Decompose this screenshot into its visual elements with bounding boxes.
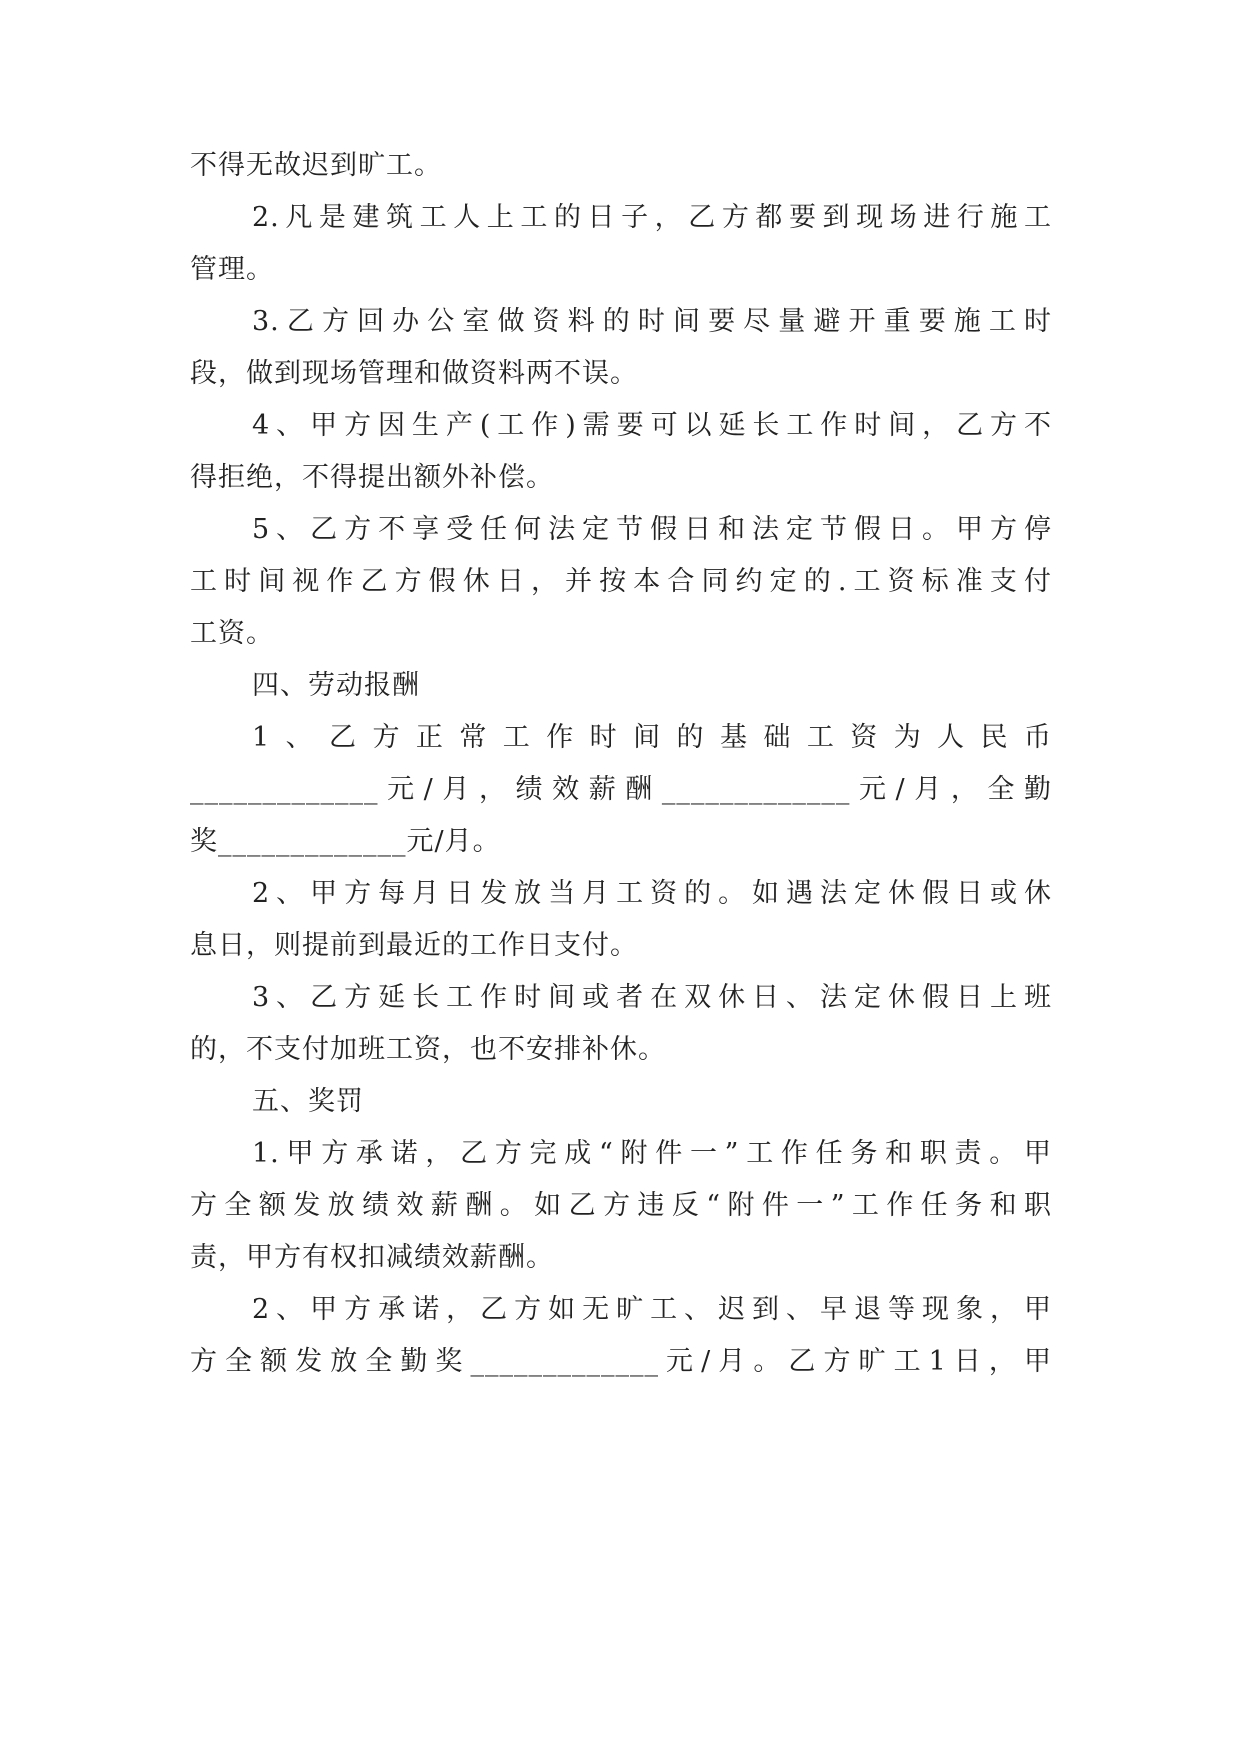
section-heading — [190, 660, 1052, 712]
text-line: 3.乙方回办公室做资料的时间要尽量避开重要施工时 — [252, 306, 1052, 337]
clause-paragraph — [190, 140, 1052, 192]
text-line: 2.凡是建筑工人上工的日子，乙方都要到现场进行施工 — [252, 202, 1052, 233]
text-line: 4、甲方因生产(工作)需要可以延长工作时间，乙方不 — [252, 410, 1052, 441]
text-line: 得拒绝，不得提出额外补偿。 — [190, 462, 554, 493]
text-line: 3、乙方延长工作时间或者在双休日、法定休假日上班 — [252, 982, 1052, 1013]
clause-paragraph — [190, 868, 1052, 972]
clause-paragraph — [190, 712, 1052, 868]
text-line: 2、甲方承诺，乙方如无旷工、迟到、早退等现象，甲 — [252, 1294, 1052, 1325]
text-line: 奖_____________元/月。 — [190, 826, 501, 857]
text-line: 责，甲方有权扣减绩效薪酬。 — [190, 1242, 554, 1273]
clause-paragraph — [190, 972, 1052, 1076]
text-line: 工资。 — [190, 618, 274, 649]
text-line: 五、奖罚 — [252, 1086, 364, 1117]
document-body — [190, 140, 1052, 1388]
text-line: 的，不支付加班工资，也不安排补休。 — [190, 1034, 666, 1065]
section-heading — [190, 1076, 1052, 1128]
text-line: 1、乙方正常工作时间的基础工资为人民币 — [252, 722, 1052, 753]
clause-paragraph — [190, 192, 1052, 296]
text-line: 段，做到现场管理和做资料两不误。 — [190, 358, 638, 389]
text-line: 2、甲方每月日发放当月工资的。如遇法定休假日或休 — [252, 878, 1052, 909]
clause-paragraph — [190, 400, 1052, 504]
text-line: _____________元/月，绩效薪酬_____________元/月，全勤 — [190, 774, 1052, 805]
text-line: 方全额发放全勤奖_____________元/月。乙方旷工1日，甲 — [190, 1346, 1052, 1377]
text-line: 四、劳动报酬 — [252, 670, 420, 701]
clause-paragraph — [190, 1284, 1052, 1388]
clause-paragraph — [190, 504, 1052, 660]
text-line: 息日，则提前到最近的工作日支付。 — [190, 930, 638, 961]
text-line: 方全额发放绩效薪酬。如乙方违反“附件一”工作任务和职 — [190, 1190, 1052, 1221]
clause-paragraph — [190, 296, 1052, 400]
clause-paragraph — [190, 1128, 1052, 1284]
text-line: 5、乙方不享受任何法定节假日和法定节假日。甲方停 — [252, 514, 1052, 545]
text-line: 1.甲方承诺，乙方完成“附件一”工作任务和职责。甲 — [252, 1138, 1052, 1169]
text-line: 不得无故迟到旷工。 — [190, 150, 442, 181]
text-line: 管理。 — [190, 254, 274, 285]
text-line: 工时间视作乙方假休日，并按本合同约定的.工资标准支付 — [190, 566, 1052, 597]
